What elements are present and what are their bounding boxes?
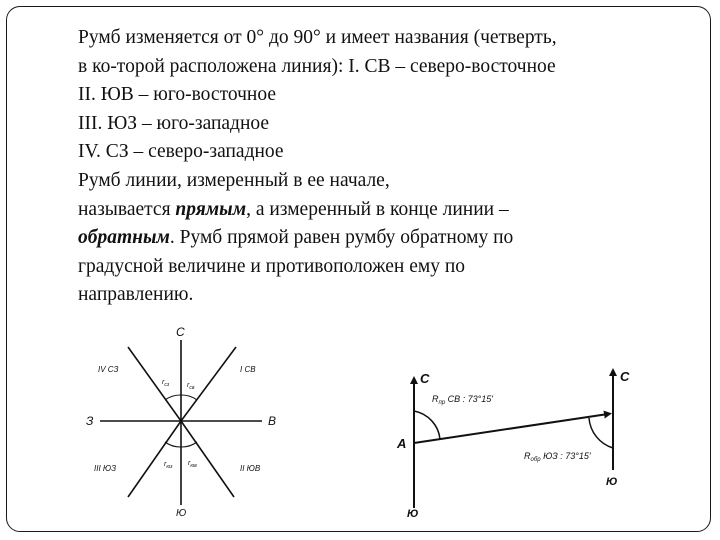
text-line-4: III. ЮЗ – юго-западное	[78, 112, 270, 134]
label-south-b: Ю	[606, 476, 618, 488]
arc-юз	[165, 442, 181, 447]
text-line-6: Румб линии, измеренный в ее начале,	[78, 169, 390, 191]
arc-cb	[181, 395, 197, 400]
arc-юв	[181, 442, 197, 447]
term-direct: прямым	[175, 198, 247, 220]
line-quarter-4	[128, 347, 181, 421]
term-reverse: обратным	[78, 227, 170, 249]
direct-reverse-rhumb-diagram	[414, 372, 613, 508]
label-r-юв: $r_{юв}$	[188, 460, 197, 469]
label-north-a: С	[420, 371, 430, 386]
rhumb-quarters-diagram	[100, 340, 262, 505]
line-quarter-3	[128, 421, 181, 497]
label-quarter-4: IV СЗ	[98, 365, 119, 374]
text-line-9: градусной величине и противоположен ему по	[78, 255, 466, 277]
text-line-8-end: . Румб прямой равен румбу обратному по	[169, 227, 514, 249]
label-forward-rhumb: $R_{пр}$ СВ : 73°15'	[432, 394, 493, 406]
text-line-2: в ко-торой расположена линия): I. СВ – северо-восточное	[78, 55, 556, 77]
arc-reverse-rhumb	[589, 418, 613, 448]
arc-forward-rhumb	[414, 411, 440, 439]
label-south: Ю	[176, 508, 187, 519]
text-line-7-end: , а измеренный в конце линии –	[246, 198, 509, 220]
label-reverse-rhumb: $R_{обр}$ ЮЗ : 73°15'	[524, 451, 591, 463]
arc-cz	[165, 395, 181, 400]
label-west: З	[86, 414, 94, 428]
label-quarter-1: I СВ	[240, 365, 256, 374]
text-line-5: IV. СЗ – северо-западное	[78, 141, 284, 163]
label-r-юз: $r_{юз}$	[164, 461, 173, 470]
line-quarter-2	[181, 421, 234, 497]
label-quarter-2: II ЮВ	[240, 464, 261, 473]
text-line-1: Румб изменяется от 0° до 90° и имеет названия (четверть,	[78, 27, 557, 48]
label-north-b: С	[620, 369, 630, 384]
text-line-10: направлению.	[78, 284, 194, 306]
label-r-cz: $r_{сз}$	[162, 379, 170, 388]
text-line-3: II. ЮВ – юго-восточное	[78, 84, 276, 106]
label-east: В	[268, 414, 277, 428]
label-point-a: A	[397, 436, 407, 451]
label-north: С	[176, 325, 185, 339]
text-line-7-start: называется	[78, 198, 176, 220]
label-south-a: Ю	[407, 508, 419, 520]
line-ab	[414, 414, 608, 443]
label-r-cb: $r_{св}$	[187, 382, 195, 391]
label-quarter-3: III ЮЗ	[94, 464, 116, 473]
